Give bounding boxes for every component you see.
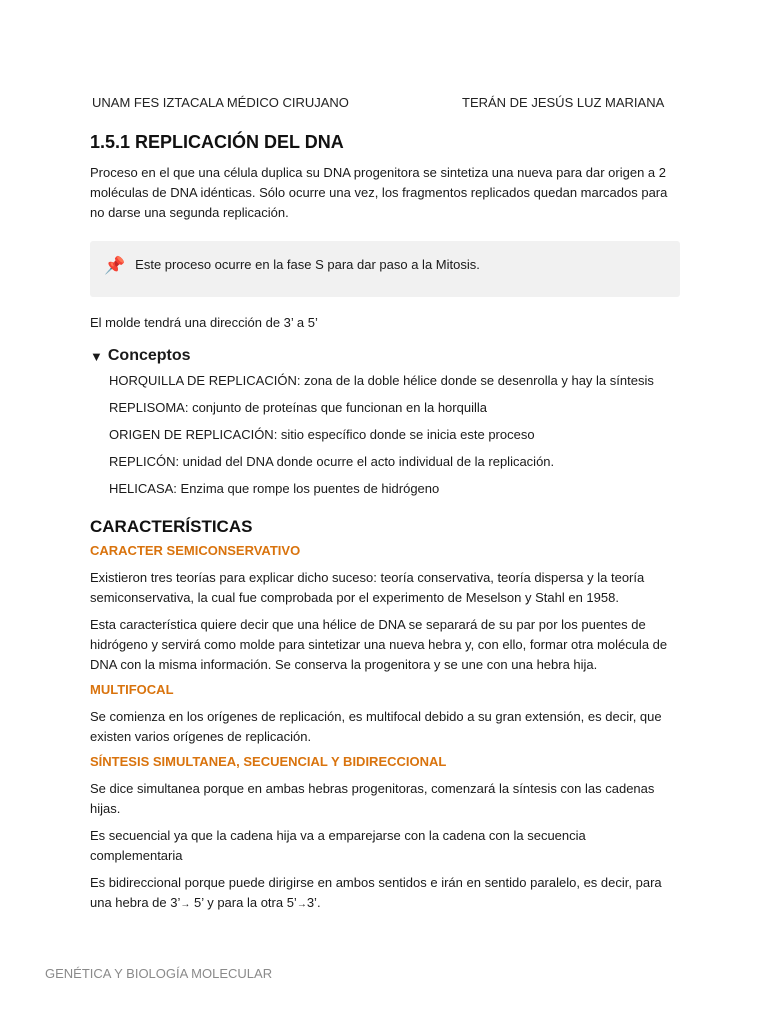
multifocal-heading: MULTIFOCAL <box>90 682 174 697</box>
conceptos-toggle[interactable] <box>90 347 680 365</box>
arrow-right-icon: → <box>180 899 191 910</box>
toggle-triangle-icon[interactable]: ▼ <box>90 348 103 364</box>
caracteristicas-heading: CARACTERÍSTICAS <box>90 517 253 536</box>
sintesis-paragraph-1: Se dice simultanea porque en ambas hebras progenitoras, comenzará la síntesis con las cadenas hijas. <box>90 781 655 816</box>
conceptos-list <box>90 371 680 499</box>
bidireccional-text-c: 3’. <box>306 895 321 910</box>
sintesis-heading: SÍNTESIS SIMULTANEA, SECUENCIAL Y BIDIRECCIONAL <box>90 754 447 769</box>
header-author: TERÁN DE JESÚS LUZ MARIANA <box>462 95 665 110</box>
arrow-right-icon: → <box>296 899 307 910</box>
semiconservativo-heading: CARACTER SEMICONSERVATIVO <box>90 543 301 558</box>
pushpin-icon: 📌 <box>104 256 126 275</box>
concept-item: REPLISOMA: conjunto de proteínas que funcionan en la horquilla <box>109 400 487 415</box>
document-content <box>90 132 680 922</box>
page-title: 1.5.1 REPLICACIÓN DEL DNA <box>90 132 344 152</box>
callout-box <box>90 241 680 297</box>
footer-course: GENÉTICA Y BIOLOGÍA MOLECULAR <box>45 966 273 981</box>
bidireccional-text-a: Es bidireccional porque puede dirigirse en ambos sentidos e irán en sentido paralelo, es decir, para una hebra de 3’ <box>90 875 662 910</box>
concept-item: REPLICÓN: unidad del DNA donde ocurre el acto individual de la replicación. <box>109 454 555 469</box>
intro-paragraph: Proceso en el que una célula duplica su DNA progenitora se sintetiza una nueva para dar origen a 2 moléculas de DNA idénticas. Sólo ocurre una vez, los fragmentos replicados quedan marcados para no darse una segunda replicación. <box>90 165 668 220</box>
conceptos-title: Conceptos <box>107 347 191 364</box>
bidireccional-text-b: 5’ y para la otra 5’ <box>190 895 297 910</box>
semiconservativo-paragraph-2: Esta característica quiere decir que una hélice de DNA se separará de su par por los puentes de hidrógeno y servirá como molde para sintetizar una nueva hebra y, con ello, formar otra molécula de DNA con la misma información. Se conserva la progenitora y se une con una hebra hija. <box>90 617 668 672</box>
concept-item: ORIGEN DE REPLICACIÓN: sitio específico donde se inicia este proceso <box>109 427 535 442</box>
sintesis-paragraph-2: Es secuencial ya que la cadena hija va a emparejarse con la cadena con la secuencia complementaria <box>90 828 586 863</box>
sintesis-paragraph-3 <box>90 873 680 915</box>
multifocal-paragraph: Se comienza en los orígenes de replicación, es multifocal debido a su gran extensión, es decir, que existen varios orígenes de replicación. <box>90 709 662 744</box>
concept-item: HELICASA: Enzima que rompe los puentes de hidrógeno <box>109 481 440 496</box>
callout-text: Este proceso ocurre en la fase S para dar paso a la Mitosis. <box>135 257 480 272</box>
molde-paragraph: El molde tendrá una dirección de 3’ a 5’ <box>90 315 318 330</box>
header-institution: UNAM FES IZTACALA MÉDICO CIRUJANO <box>92 95 349 110</box>
semiconservativo-paragraph-1: Existieron tres teorías para explicar dicho suceso: teoría conservativa, teoría dispersa y la teoría semiconservativa, la cual fue comprobada por el experimento de Meselson y Stahl en 1958. <box>90 570 645 605</box>
concept-item: HORQUILLA DE REPLICACIÓN: zona de la doble hélice donde se desenrolla y hay la síntesis <box>109 373 654 388</box>
